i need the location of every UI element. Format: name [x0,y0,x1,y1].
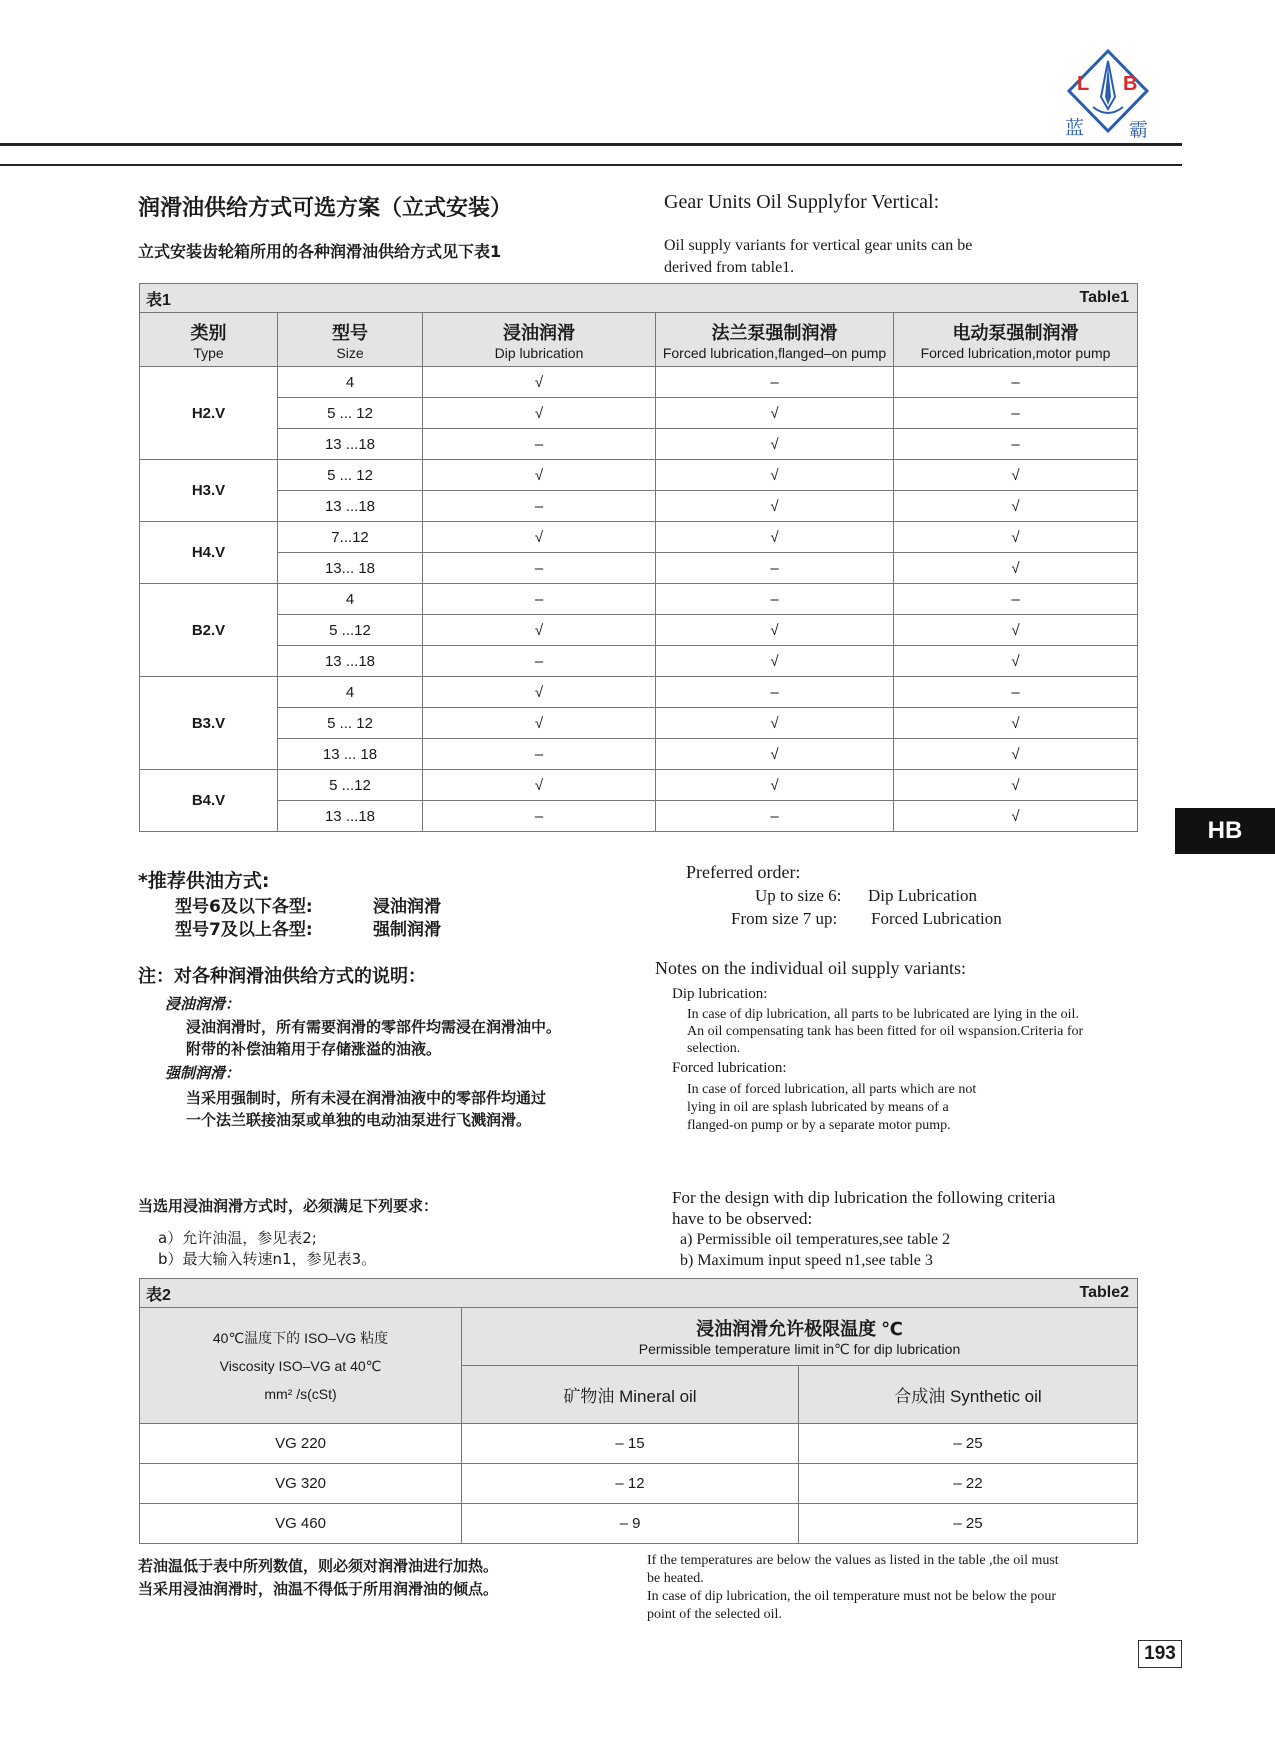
notes-forced-line1-cn: 当采用强制时，所有未浸在润滑油液中的零部件均通过 [186,1089,547,1107]
notes-dip-title-en: Dip lubrication: [672,986,768,1002]
preferred-line1-cn-left: 型号6及以下各型: [175,897,313,917]
table-row: 5 ... 12 √ √ – [140,398,1138,429]
type-cell: H3.V [140,460,278,522]
footer-note-cn-1: 若油温低于表中所列数值，则必须对润滑油进行加热。 [138,1557,499,1575]
logo-chinese-left: 蓝 [1065,117,1085,139]
table2-caption-en: Table2 [799,1279,1138,1308]
table2-caption-cn: 表2 [140,1279,462,1308]
preferred-line2-en-left: From size 7 up: [731,909,838,928]
type-cell: B2.V [140,584,278,677]
table1-caption-en: Table1 [894,284,1138,313]
table-row: B3.V 4 √ – – [140,677,1138,708]
title-en: Gear Units Oil Supplyfor Vertical: [664,191,940,213]
criteria-b-en: b) Maximum input speed n1,see table 3 [680,1252,933,1269]
table-row: 13 ...18 – √ √ [140,646,1138,677]
notes-forced-title-cn: 强制润滑： [165,1064,241,1082]
footer-note-en-2: be heated. [647,1571,704,1586]
table1-header-row [140,313,1138,367]
notes-forced-line2-cn: 一个法兰联接油泵或单独的电动油泵进行飞溅润滑。 [186,1111,532,1129]
header-motor-pump: 电动泵强制润滑 Forced lubrication,motor pump [894,313,1138,367]
notes-heading-en: Notes on the individual oil supply variants: [655,958,966,978]
notes-dip-line3-en: selection. [687,1041,741,1056]
preferred-heading-cn: *推荐供油方式: [138,870,270,892]
criteria-heading-en-line1: For the design with dip lubrication the following criteria [672,1188,1056,1207]
mineral-oil-header: 矿物油 Mineral oil [462,1366,799,1424]
notes-dip-line2-cn: 附带的补偿油箱用于存储涨溢的油液。 [186,1040,442,1058]
temperature-limit-header: 浸油润滑允许极限温度 ℃ Permissible temperature limit in℃ for dip lubrication [462,1308,1138,1366]
preferred-line1-en-right: Dip Lubrication [868,886,978,905]
table2-header-row [140,1308,1138,1366]
preferred-line2-cn-right: 强制润滑 [373,920,441,940]
criteria-heading-cn: 当选用浸油润滑方式时，必须满足下列要求： [138,1197,439,1215]
table-row: VG 320 – 12 – 22 [140,1464,1138,1504]
notes-forced-title-en: Forced lubrication: [672,1060,787,1076]
notes-heading-cn: 注：对各种润滑油供给方式的说明： [138,966,426,987]
notes-dip-title-cn: 浸油润滑： [165,995,241,1013]
footer-note-en-1: If the temperatures are below the values as listed in the table ,the oil must [647,1553,1059,1568]
table-row: VG 460 – 9 – 25 [140,1504,1138,1544]
type-cell: B3.V [140,677,278,770]
header-flange-pump: 法兰泵强制润滑 Forced lubrication,flanged–on pump [656,313,894,367]
preferred-line1-cn-right: 浸油润滑 [373,897,441,917]
header-type: 类别 Type [140,313,278,367]
table1-caption-cn: 表1 [140,284,423,313]
table-row: 13 ...18 – √ √ [140,491,1138,522]
type-cell: B4.V [140,770,278,832]
footer-note-en-3: In case of dip lubrication, the oil temperature must not be below the pour [647,1589,1056,1604]
section-tab-hb: HB [1175,808,1275,854]
table-row: H2.V 4 √ – – [140,367,1138,398]
header-rule-top [0,143,1182,146]
criteria-a-cn: a）允许油温，参见表2; [158,1229,317,1247]
brand-logo [1063,47,1153,139]
table-row: 13 ... 18 – √ √ [140,739,1138,770]
table2 [139,1278,1138,1544]
logo-chinese-right: 霸 [1129,119,1149,141]
viscosity-header: 40℃温度下的 ISO–VG 粘度 Viscosity ISO–VG at 40℃ mm² /s(cSt) [140,1308,462,1424]
logo-letter-l: L [1077,73,1090,95]
type-cell: H4.V [140,522,278,584]
type-cell: H2.V [140,367,278,460]
header-rule-bottom [0,164,1182,166]
subtitle-en-line2: derived from table1. [664,259,795,276]
table-row: VG 220 – 15 – 25 [140,1424,1138,1464]
header-dip: 浸油润滑 Dip lubrication [423,313,656,367]
criteria-b-cn: b）最大输入转速n1，参见表3。 [158,1250,377,1268]
footer-note-en-4: point of the selected oil. [647,1607,782,1622]
preferred-line2-cn-left: 型号7及以上各型: [175,920,313,940]
preferred-line1-en-left: Up to size 6: [755,886,842,905]
table-row: B2.V 4 – – – [140,584,1138,615]
subtitle-en-line1: Oil supply variants for vertical gear units can be [664,237,973,254]
table1-caption-row [140,284,1138,313]
notes-dip-line2-en: An oil compensating tank has been fitted for oil wspansion.Criteria for [687,1024,1084,1039]
notes-dip-line1-en: In case of dip lubrication, all parts to be lubricated are lying in the oil. [687,1007,1079,1022]
table-row: 13 ...18 – √ – [140,429,1138,460]
preferred-heading-en: Preferred order: [686,862,801,882]
notes-forced-line1-en: In case of forced lubrication, all parts which are not [687,1082,977,1097]
page-number: 193 [1138,1640,1182,1668]
notes-forced-line3-en: flanged-on pump or by a separate motor pump. [687,1118,951,1133]
preferred-line2-en-right: Forced Lubrication [871,909,1002,928]
table-row: H3.V 5 ... 12 √ √ √ [140,460,1138,491]
table-row: H4.V 7...12 √ √ √ [140,522,1138,553]
table-row: B4.V 5 ...12 √ √ √ [140,770,1138,801]
subtitle-cn: 立式安装齿轮箱所用的各种润滑油供给方式见下表1 [138,242,502,261]
footer-note-cn-2: 当采用浸油润滑时，油温不得低于所用润滑油的倾点。 [138,1580,499,1598]
title-cn: 润滑油供给方式可选方案（立式安装） [138,196,513,221]
table-row: 5 ... 12 √ √ √ [140,708,1138,739]
notes-forced-line2-en: lying in oil are splash lubricated by means of a [687,1100,949,1115]
table-row: 5 ...12 √ √ √ [140,615,1138,646]
table1 [139,283,1138,832]
criteria-a-en: a) Permissible oil temperatures,see table 2 [680,1231,951,1248]
logo-letter-b: B [1123,73,1138,95]
synthetic-oil-header: 合成油 Synthetic oil [799,1366,1138,1424]
notes-dip-line1-cn: 浸油润滑时，所有需要润滑的零部件均需浸在润滑油中。 [186,1018,562,1036]
table2-caption-row [140,1279,1138,1308]
table-row: 13... 18 – – √ [140,553,1138,584]
header-size: 型号 Size [278,313,423,367]
table-row: 13 ...18 – – √ [140,801,1138,832]
criteria-heading-en-line2: have to be observed: [672,1209,813,1228]
